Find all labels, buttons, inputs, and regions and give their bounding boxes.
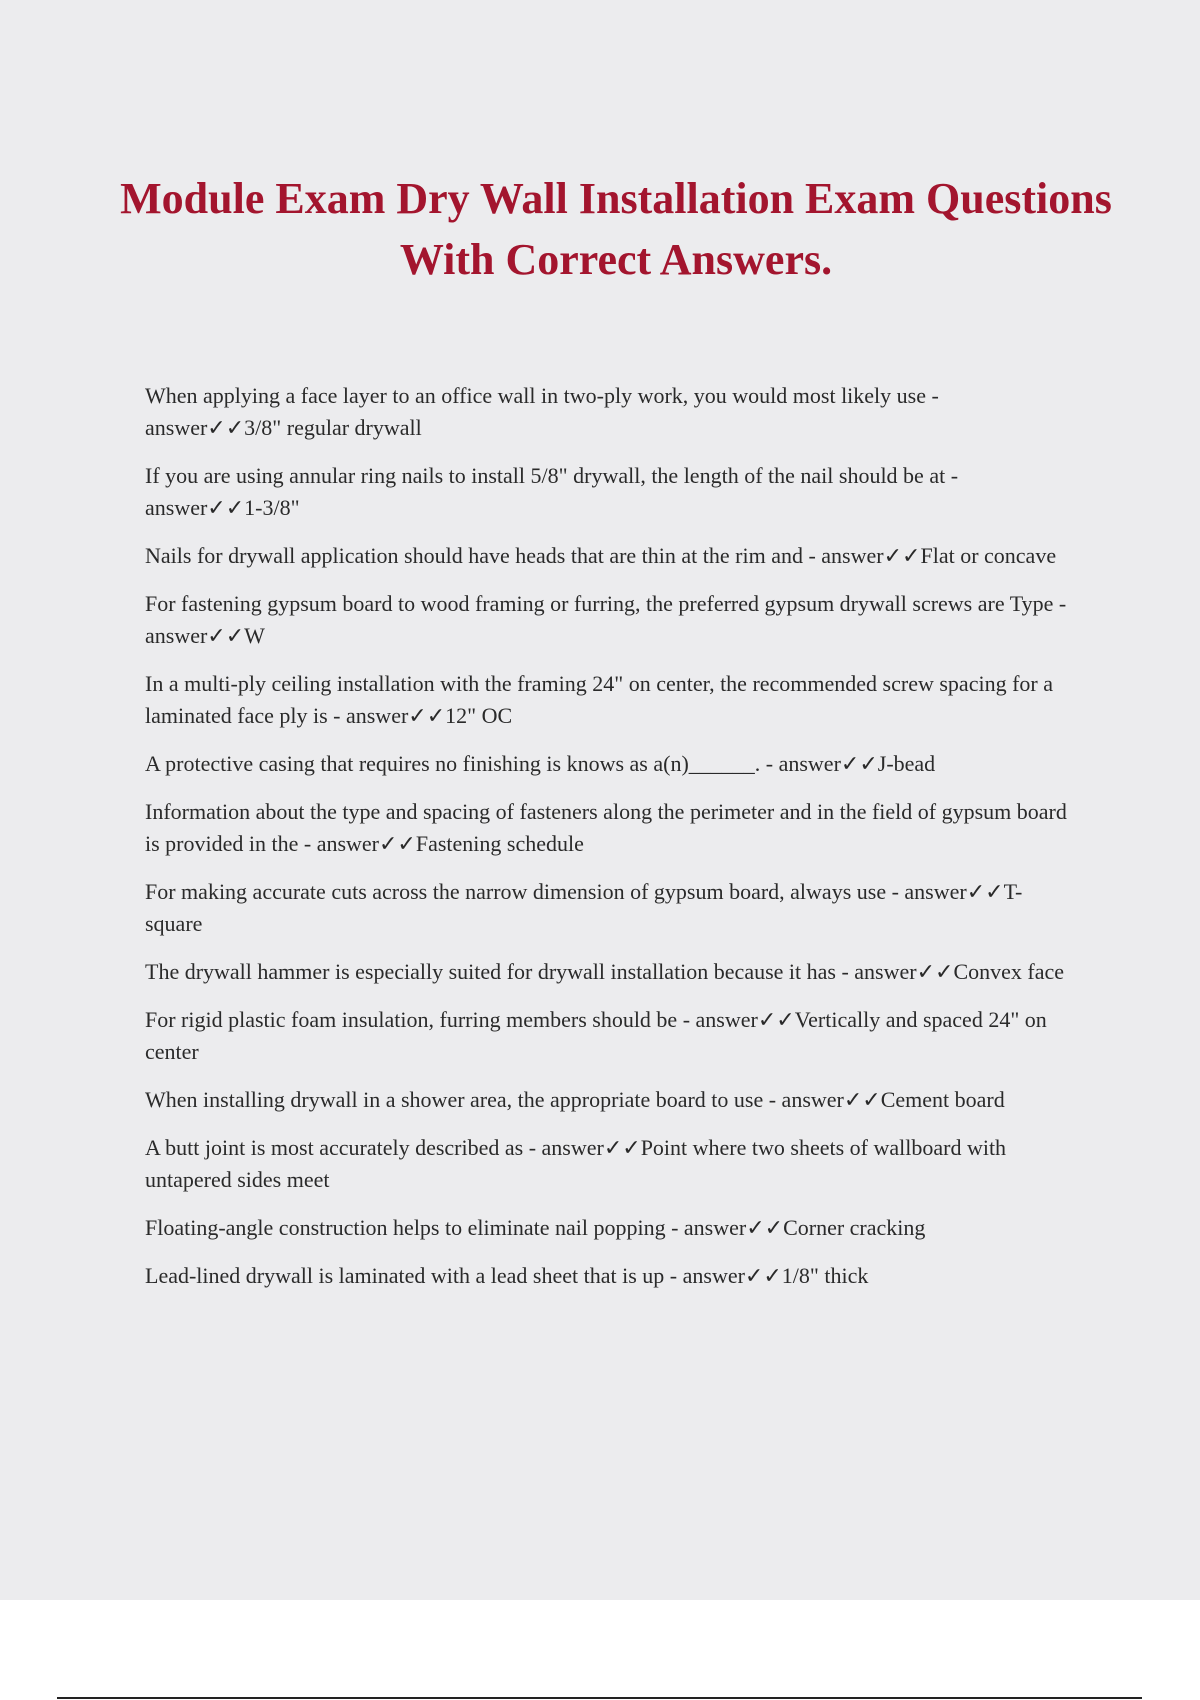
document-title: Module Exam Dry Wall Installation Exam Questions With Correct Answers. (120, 174, 1112, 284)
qa-item: If you are using annular ring nails to install 5/8" drywall, the length of the nail should be at - answer✓✓1-3/8" (145, 463, 959, 520)
qa-item: Floating-angle construction helps to eliminate nail popping - answer✓✓Corner cracking (145, 1215, 926, 1240)
qa-item: When applying a face layer to an office wall in two-ply work, you would most likely use - answer✓✓3/8" regular drywall (145, 383, 939, 440)
qa-item: Information about the type and spacing of fasteners along the perimeter and in the field of gypsum board is provided in the - answer✓✓Fastening schedule (145, 799, 1067, 856)
qa-item: In a multi-ply ceiling installation with the framing 24" on center, the recommended screw spacing for a laminated face ply is - answer✓✓12" OC (145, 671, 1053, 728)
qa-item: The drywall hammer is especially suited for drywall installation because it has - answer✓✓Convex face (145, 959, 1065, 984)
qa-item: A butt joint is most accurately described as - answer✓✓Point where two sheets of wallboard with untapered sides meet (145, 1135, 1007, 1192)
qa-item: Nails for drywall application should have heads that are thin at the rim and - answer✓✓Flat or concave (145, 543, 1057, 568)
qa-item: For making accurate cuts across the narrow dimension of gypsum board, always use - answer✓✓T-square (145, 879, 1023, 936)
qa-item: Lead-lined drywall is laminated with a lead sheet that is up - answer✓✓1/8" thick (145, 1263, 869, 1288)
qa-item: For rigid plastic foam insulation, furring members should be - answer✓✓Vertically and spaced 24" on center (145, 1007, 1047, 1064)
qa-item: For fastening gypsum board to wood framing or furring, the preferred gypsum drywall screws are Type - answer✓✓W (145, 591, 1067, 648)
qa-item: When installing drywall in a shower area, the appropriate board to use - answer✓✓Cement board (145, 1087, 1005, 1112)
page-bottom-divider (57, 1697, 1142, 1699)
qa-item: A protective casing that requires no finishing is knows as a(n)______. - answer✓✓J-bead (145, 751, 936, 776)
qa-list (145, 380, 1075, 1308)
